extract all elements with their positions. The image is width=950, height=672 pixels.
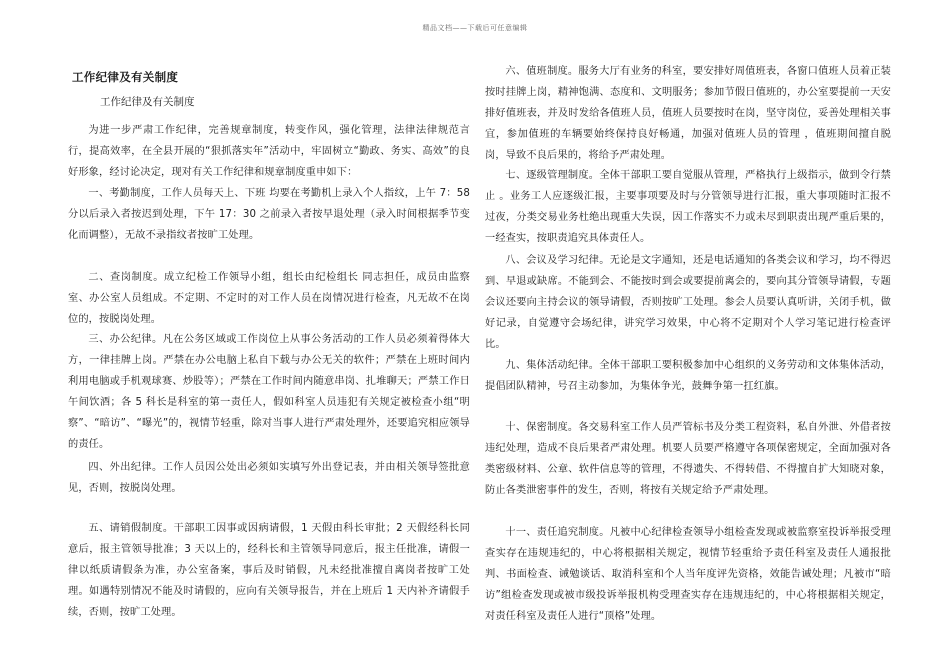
header-note: 精品文档——下载后可任意编辑 (422, 24, 528, 32)
paragraph-meeting-discipline: 八、会议及学习纪律。无论是文字通知，还是电话通知的各类会议和学习，均不得迟到、早退或缺席。不能到会、不能按时到会或要提前离会的，要向其分管领导请假，专题会议还要向主持会议的领导请假，否则按旷工处理。参会人员要认真听讲，关闭手机，做好记录，自觉遵守会场纪律，讲究学习效果，中心将不定期对个人学习笔记进行检查评比。 (485, 255, 891, 350)
paragraph-leave-system: 五、请销假制度。干部职工因事或因病请假，1 天假由科长审批；2 天假经科长同意后，报主管领导批准；3 天以上的，经科长和主管领导同意后，报主任批准，请假一律以纸质请假条为准，办公室备案，事后及时销假，凡未经批准擅自离岗者按旷工处理。如遇特别情况不能及时请假的，应向有关领导报告，并在上班后 1 天内补齐请假手续，否则，按旷工处理。 (68, 523, 470, 618)
paragraph-accountability: 十一、责任追究制度。凡被中心纪律检查领导小组检查发现或被监察室投诉举报受理查实存在违规违纪的，中心将根据相关规定，视情节轻重给予责任科室及责任人通报批判、书面检查、诫勉谈话、取消科室和个人当年度评先资格，效能告诫处理；凡被市“暗访”组检查发现或被市级投诉举报机构受理查实存在违规违纪的，中心将根据相关规定，对责任科室及责任人进行“顶格”处理。 (485, 527, 891, 622)
document-title: 工作纪律及有关制度 (72, 70, 179, 84)
paragraph-intro: 为进一步严肃工作纪律，完善规章制度，转变作风，强化管理，法律法律规范言行，提高效率，在全县开展的“狠抓落实年”活动中，牢固树立“勤政、务实、高效”的良好形象，经讨论决定，现对有关工作纪律和规章制度重申如下： (68, 125, 470, 178)
paragraph-post-check: 二、查岗制度。成立纪检工作领导小组，组长由纪检组长 同志担任，成员由监察室、办公室人员组成。不定期、不定时的对工作人员在岗情况进行检查，凡无故不在岗位的，按脱岗处理。 (68, 272, 470, 325)
paragraph-attendance: 一、考勤制度，工作人员每天上、下班 均要在考勤机上录入个人指纹，上午 7：58 分以后录入者按迟到处理，下午 17：30 之前录入者按早退处理（录入时间根据季节变化而调整），无故不录指纹者按旷工处理。 (68, 188, 470, 241)
paragraph-duty-system: 六、值班制度。服务大厅有业务的科室，要安排好周值班表，各窗口值班人员着正装按时挂牌上岗，精神饱满、态度和、文明服务；参加节假日值班的，办公室要提前一天安排好值班表，并及时发给各值班人员，值班人员要按时在岗，坚守岗位，妥善处理相关事宜，参加值班的车辆要始终保持良好畅通，加强对值班人员的管理 ，值班期间擅自脱岗，导致不良后果的，将给予严肃处理。 (485, 66, 891, 161)
paragraph-group-activity: 九、集体活动纪律。全体干部职工要积极参加中心组织的义务劳动和文体集体活动，提倡团队精神，号召主动参加，为集体争光，鼓舞争第一扛红旗。 (485, 360, 891, 392)
paragraph-confidentiality: 十、保密制度。各交易科室工作人员严管标书及分类工程资料，私自外泄、外借者按违纪处理，造成不良后果者严肃处理。机要人员要严格遵守各项保密规定，全面加强对各类密级材料、公章、软件信息等的管理，不得遗失、不得转借、不得擅自扩大知晓对象，防止各类泄密事件的发生，否则，将按有关规定给予严肃处理。 (485, 422, 891, 496)
document-subtitle: 工作纪律及有关制度 (100, 96, 195, 108)
paragraph-office-discipline: 三、办公纪律。凡在公务区域或工作岗位上从事公务活动的工作人员必须着得体大方，一律挂牌上岗。严禁在办公电脑上私自下载与办公无关的软件；严禁在上班时间内利用电脑或手机观球赛、炒股等）；严禁在工作时间内随意串岗、扎堆聊天；严禁工作日午间饮酒；各 5 科长是科室的第一责任人，假如科室人员违犯有关规定被检查小组“明察”、“暗访”、“曝光”的，视情节轻重，除对当事人进行严肃处理外，还要追究相应领导的责任。 (68, 334, 470, 450)
paragraph-hierarchical-management: 七、逐级管理制度。全体干部职工要自觉服从管理，严格执行上级指示，做到令行禁止 。业务工人应逐级汇报，主要事项要及时与分管领导进行汇报，重大事项随时汇报不过夜，分类交易业务杜绝出现重大失误，因工作落实不力或未尽到职责出现严重后果的，一经查实，按职责追究具体责任人。 (485, 170, 891, 244)
paragraph-outing-discipline: 四、外出纪律。工作人员因公处出必须如实填写外出登记表，并由相关领导签批意见，否则，按脱岗处理。 (68, 462, 470, 494)
